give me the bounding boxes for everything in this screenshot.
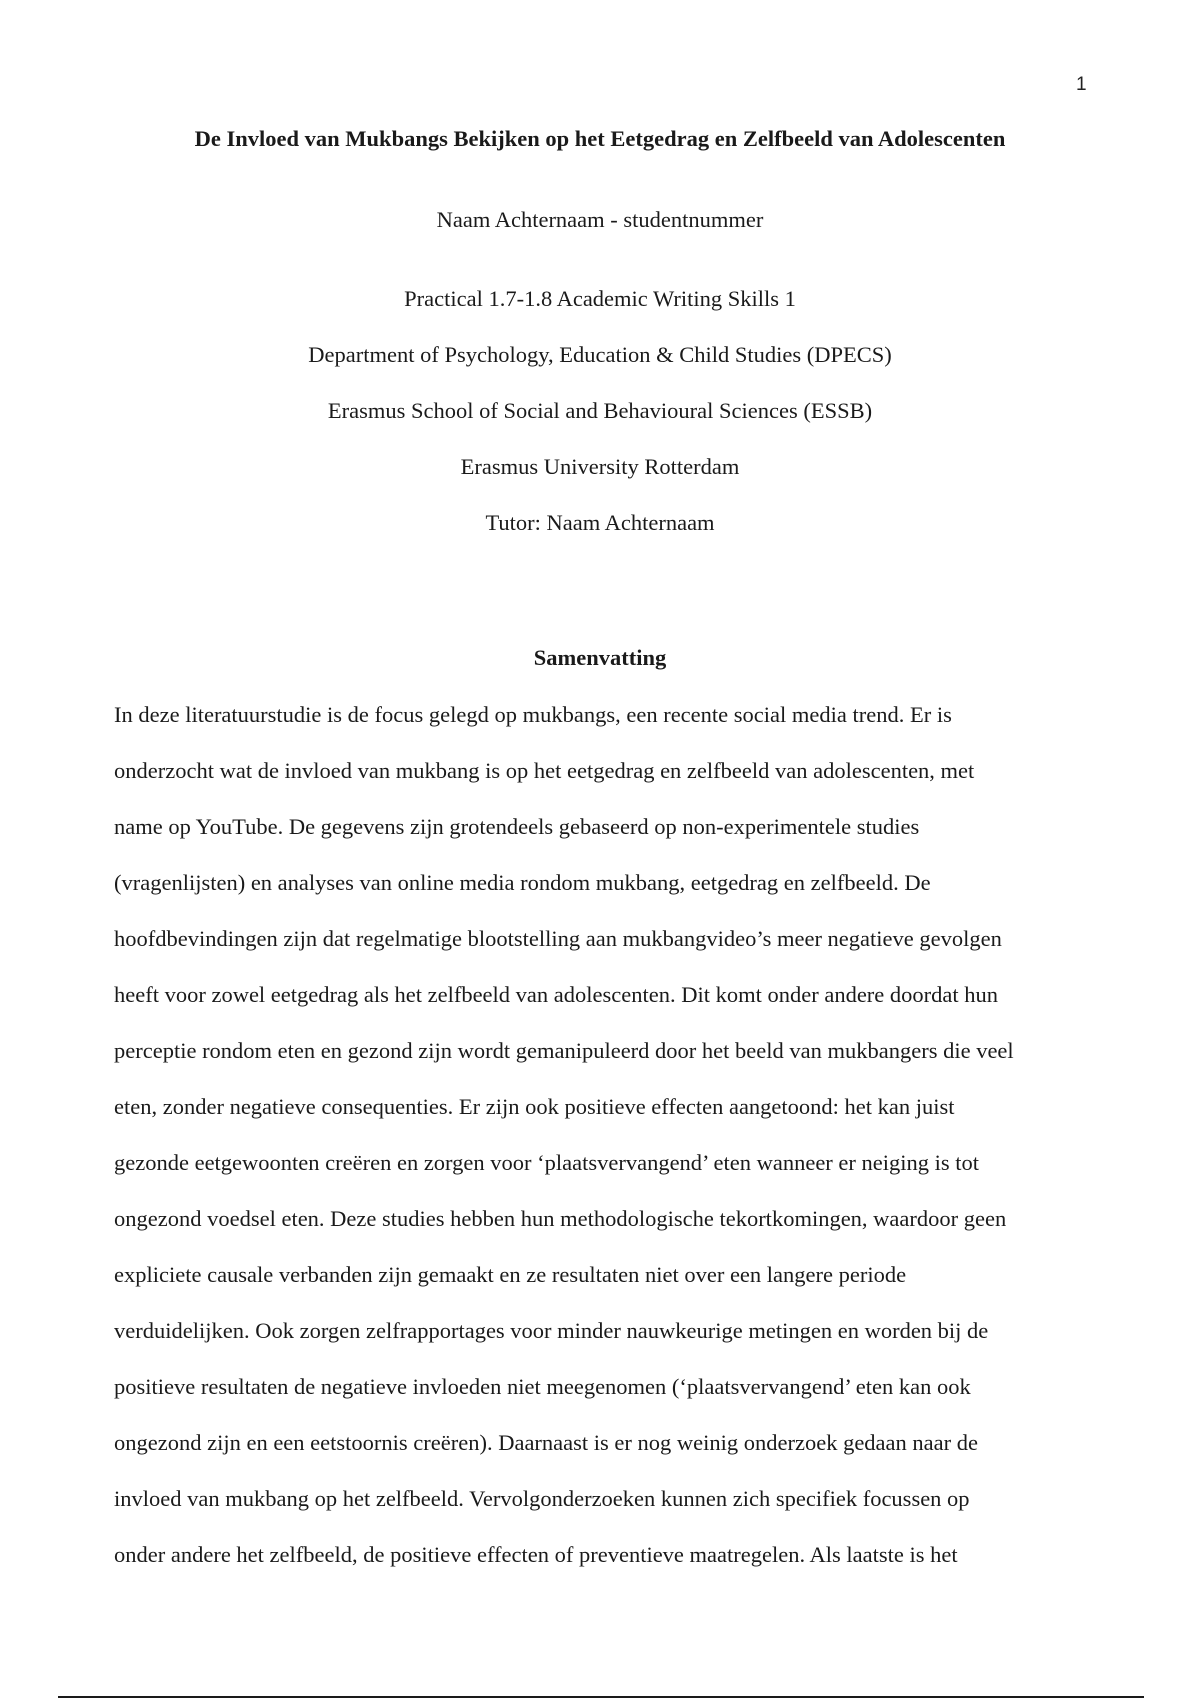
course-line: Practical 1.7-1.8 Academic Writing Skills 1 [404, 286, 796, 311]
abstract-line: heeft voor zowel eetgedrag als het zelfbeeld van adolescenten. Dit komt onder andere doordat hun [114, 982, 999, 1007]
abstract-line: ongezond zijn en een eetstoornis creëren). Daarnaast is er nog weinig onderzoek gedaan naar de [114, 1430, 978, 1455]
abstract-line: invloed van mukbang op het zelfbeeld. Vervolgonderzoeken kunnen zich specifiek focussen op [114, 1486, 970, 1511]
abstract-body [114, 700, 1104, 1596]
page-bottom-rule [58, 1696, 1144, 1698]
tutor-line: Tutor: Naam Achternaam [485, 510, 715, 535]
abstract-line: eten, zonder negatieve consequenties. Er zijn ook positieve effecten aangetoond: het kan juist [114, 1094, 955, 1119]
abstract-line: perceptie rondom eten en gezond zijn wordt gemanipuleerd door het beeld van mukbangers die veel [114, 1038, 1014, 1063]
abstract-line: ongezond voedsel eten. Deze studies hebben hun methodologische tekortkomingen, waardoor geen [114, 1206, 1007, 1231]
abstract-line: In deze literatuurstudie is de focus gelegd op mukbangs, een recente social media trend. Er is [114, 702, 952, 727]
abstract-line: (vragenlijsten) en analyses van online media rondom mukbang, eetgedrag en zelfbeeld. De [114, 870, 931, 895]
university-line: Erasmus University Rotterdam [460, 454, 740, 479]
paper-title: De Invloed van Mukbangs Bekijken op het Eetgedrag en Zelfbeeld van Adolescenten [194, 126, 1006, 151]
abstract-line: positieve resultaten de negatieve invloeden niet meegenomen (‘plaatsvervangend’ eten kan ook [114, 1374, 971, 1399]
department-line: Department of Psychology, Education & Child Studies (DPECS) [308, 342, 892, 367]
school-line: Erasmus School of Social and Behavioural Sciences (ESSB) [327, 398, 873, 423]
page-number: 1 [1076, 74, 1087, 95]
abstract-line: onderzocht wat de invloed van mukbang is op het eetgedrag en zelfbeeld van adolescenten, met [114, 758, 975, 783]
abstract-heading: Samenvatting [533, 645, 667, 670]
abstract-line: hoofdbevindingen zijn dat regelmatige blootstelling aan mukbangvideo’s meer negatieve gevolgen [114, 926, 1002, 951]
abstract-line: expliciete causale verbanden zijn gemaakt en ze resultaten niet over een langere periode [114, 1262, 907, 1287]
abstract-line: gezonde eetgewoonten creëren en zorgen voor ‘plaatsvervangend’ eten wanneer er neiging is tot [114, 1150, 980, 1175]
abstract-line: name op YouTube. De gegevens zijn grotendeels gebaseerd op non-experimentele studies [114, 814, 920, 839]
abstract-line: verduidelijken. Ook zorgen zelfrapportages voor minder nauwkeurige metingen en worden bij de [114, 1318, 989, 1343]
author-line: Naam Achternaam - studentnummer [436, 207, 764, 232]
abstract-line: onder andere het zelfbeeld, de positieve effecten of preventieve maatregelen. Als laatste is het [114, 1542, 958, 1567]
